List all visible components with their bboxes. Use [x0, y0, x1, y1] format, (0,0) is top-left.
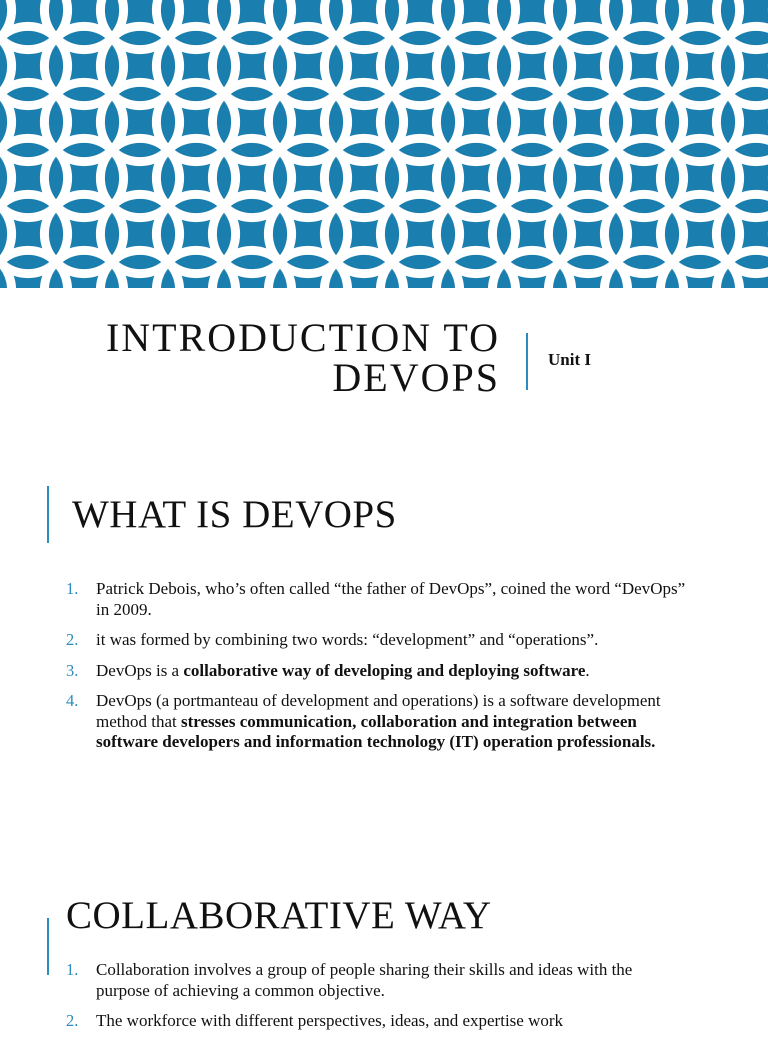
list-item-number: 1. [66, 579, 79, 598]
numbered-list [66, 960, 686, 1042]
title-slide [0, 0, 768, 440]
title-line-1: INTRODUCTION TO [105, 315, 500, 360]
list-item-text: . [585, 660, 590, 680]
numbered-list [66, 579, 686, 763]
what-is-devops-slide [0, 440, 768, 860]
interlocking-circles-pattern [0, 0, 768, 288]
heading-accent-bar [47, 918, 49, 975]
list-item [66, 1011, 686, 1032]
list-item-number: 4. [66, 691, 79, 710]
list-item-text: DevOps (a portmanteau of development and operations) is a software development method that [96, 691, 661, 731]
list-item-text: The workforce with different perspectives, ideas, and expertise work [96, 1011, 564, 1030]
list-item-text: it was formed by combining two words: “development” and “operations”. [96, 630, 599, 649]
list-item-text: Collaboration involves a group of people sharing their skills and ideas with the purpose of achieving a common objective. [96, 960, 633, 1000]
list-item [66, 630, 686, 651]
title-line-2: DEVOPS [332, 355, 500, 400]
list-item-number: 1. [66, 960, 79, 979]
subtitle: Unit I [548, 350, 591, 369]
list-item [66, 579, 686, 620]
list-item-text: DevOps is a [96, 660, 184, 680]
slide-heading: WHAT IS DEVOPS [72, 493, 397, 536]
presentation-title [105, 315, 500, 400]
collaborative-way-slide [0, 860, 768, 1030]
list-item-bold-text: stresses communication, collaboration and integration between software developers and information technology (IT) operation professionals. [96, 711, 656, 751]
list-item [66, 691, 686, 753]
list-item [66, 661, 686, 682]
title-divider [526, 333, 528, 390]
list-item-bold-text: collaborative way of developing and deploying software [183, 660, 586, 680]
list-item-number: 2. [66, 630, 79, 649]
list-item-text: Patrick Debois, who’s often called “the father of DevOps”, coined the word “DevOps” in 2009. [96, 579, 686, 619]
heading-accent-bar [47, 486, 49, 543]
list-item-number: 2. [66, 1011, 79, 1030]
list-item-number: 3. [66, 660, 79, 680]
slide-heading: COLLABORATIVE WAY [66, 894, 492, 937]
list-item [66, 960, 686, 1001]
